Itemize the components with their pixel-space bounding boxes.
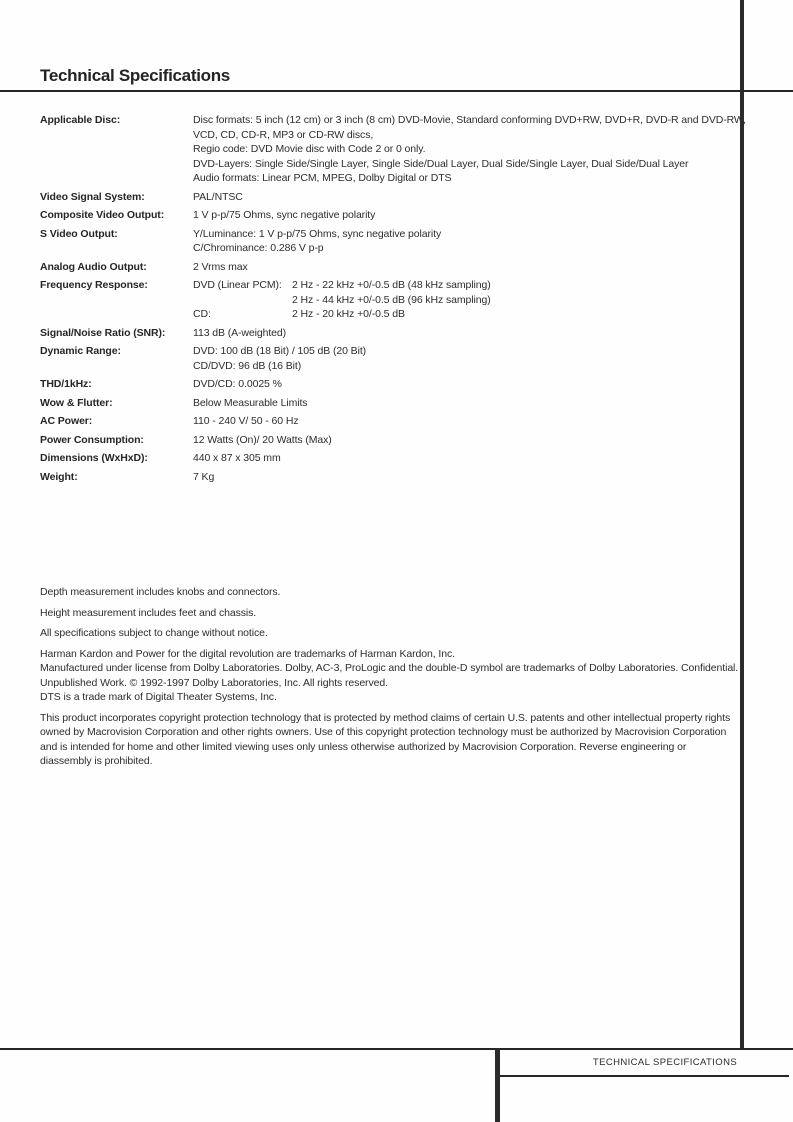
spec-line: CD/DVD: 96 dB (16 Bit) (193, 359, 302, 372)
spec-label: Wow & Flutter: (40, 396, 113, 409)
spec-row-power-consumption (40, 433, 740, 448)
spec-line: 12 Watts (On)/ 20 Watts (Max) (193, 433, 332, 446)
note-line: All specifications subject to change without notice. (40, 627, 268, 639)
spec-value (193, 208, 740, 223)
spec-row-frequency-response (40, 278, 740, 322)
note-height (40, 606, 740, 621)
spec-line: 113 dB (A-weighted) (193, 326, 287, 339)
spec-line: C/Chrominance: 0.286 V p-p (193, 242, 324, 254)
spec-row-wow-flutter (40, 396, 740, 411)
frequency-value: 2 Hz - 44 kHz +0/-0.5 dB (96 kHz sampling) (292, 293, 491, 306)
spec-label: Weight: (40, 470, 78, 483)
footer-tab-label: TECHNICAL SPECIFICATIONS (592, 1057, 738, 1068)
spec-label: THD/1kHz: (40, 378, 92, 390)
spec-row-applicable-disc (40, 113, 746, 186)
spec-line: 7 Kg (193, 470, 215, 483)
frequency-value: 2 Hz - 22 kHz +0/-0.5 dB (48 kHz sampling) (292, 279, 491, 291)
spec-label: Signal/Noise Ratio (SNR): (40, 326, 166, 339)
spec-label: Composite Video Output: (40, 209, 165, 221)
spec-value (193, 326, 740, 341)
footer-left-bar (495, 1048, 500, 1122)
spec-line: Audio formats: Linear PCM, MPEG, Dolby Digital or DTS (193, 172, 452, 184)
note-line: Height measurement includes feet and chassis. (40, 606, 257, 619)
page-title: Technical Specifications (40, 66, 230, 85)
spec-label: Video Signal System: (40, 190, 145, 203)
spec-value (193, 377, 740, 392)
spec-line: 110 - 240 V/ 50 - 60 Hz (193, 415, 299, 427)
spec-line: 440 x 87 x 305 mm (193, 452, 281, 464)
spec-row-thd (40, 377, 740, 392)
note-line: Depth measurement includes knobs and connectors. (40, 586, 281, 598)
frequency-source (193, 293, 292, 308)
spec-value (193, 227, 740, 256)
note-depth (40, 585, 740, 600)
spec-value (193, 396, 740, 411)
notes-section (40, 585, 740, 775)
frequency-value: 2 Hz - 20 kHz +0/-0.5 dB (292, 308, 405, 320)
spec-value (193, 190, 740, 205)
note-macrovision (40, 711, 740, 769)
footer-tab (495, 1048, 789, 1077)
spec-label: Dynamic Range: (40, 345, 121, 357)
note-trademarks (40, 647, 740, 705)
frequency-source: DVD (Linear PCM): (193, 279, 282, 291)
spec-label: Analog Audio Output: (40, 260, 147, 273)
spec-value (193, 278, 740, 322)
spec-value (193, 344, 740, 373)
title-divider-rule (0, 90, 793, 92)
frequency-line (193, 307, 740, 322)
specs-table (40, 113, 746, 488)
spec-row-ac-power (40, 414, 740, 429)
spec-line: 1 V p-p/75 Ohms, sync negative polarity (193, 209, 376, 221)
note-line: This product incorporates copyright protection technology that is protected by method claims of certain U.S. patents and other intellectual property rights owned by Macrovision Corporation and other rights owners. Use of this copyright protection technology must be authorized by Macrovision Corporation and is intended for home and other limited viewing uses only unless otherwise authorized by Macrovision Corporation. Reverse engineering or diassembly is prohibited. (40, 711, 731, 767)
spec-value (193, 414, 740, 429)
frequency-line (193, 293, 740, 308)
spec-line: 2 Vrms max (193, 260, 248, 273)
spec-label: Power Consumption: (40, 433, 144, 446)
spec-value (193, 470, 740, 485)
note-line: Manufactured under license from Dolby Laboratories. Dolby, AC-3, ProLogic and the double-D symbol are trademarks of Dolby Laboratories. Confidential. Unpublished Work. © 1992-1997 Dolby Laboratories, Inc. All rights reserved. (40, 662, 739, 689)
spec-value (193, 113, 746, 186)
spec-row-snr (40, 326, 740, 341)
spec-row-composite-video-output (40, 208, 740, 223)
spec-line: VCD, CD, CD-R, MP3 or CD-RW discs, (193, 128, 374, 141)
note-specs-change (40, 626, 740, 641)
spec-row-weight (40, 470, 740, 485)
spec-line: Below Measurable Limits (193, 396, 308, 409)
frequency-line (193, 278, 740, 293)
spec-label: AC Power: (40, 415, 93, 427)
spec-row-video-signal-system (40, 190, 740, 205)
spec-label: Frequency Response: (40, 279, 148, 291)
spec-row-dimensions (40, 451, 740, 466)
spec-line: DVD: 100 dB (18 Bit) / 105 dB (20 Bit) (193, 345, 367, 357)
note-line: DTS is a trade mark of Digital Theater Systems, Inc. (40, 691, 277, 703)
spec-row-analog-audio-output (40, 260, 740, 275)
spec-line: Y/Luminance: 1 V p-p/75 Ohms, sync negative polarity (193, 227, 442, 240)
frequency-source: CD: (193, 308, 211, 320)
spec-label: Applicable Disc: (40, 114, 121, 126)
spec-value (193, 451, 740, 466)
spec-row-s-video-output (40, 227, 740, 256)
spec-line: Regio code: DVD Movie disc with Code 2 or 0 only. (193, 143, 426, 155)
spec-line: DVD-Layers: Single Side/Single Layer, Single Side/Dual Layer, Dual Side/Single Layer, Dual Side/Dual Layer (193, 157, 689, 170)
spec-line: PAL/NTSC (193, 190, 243, 203)
spec-row-dynamic-range (40, 344, 740, 373)
note-line: Harman Kardon and Power for the digital revolution are trademarks of Harman Kardon, Inc. (40, 647, 455, 660)
spec-value (193, 433, 740, 448)
spec-label: S Video Output: (40, 227, 118, 240)
spec-value (193, 260, 740, 275)
spec-line: Disc formats: 5 inch (12 cm) or 3 inch (8 cm) DVD-Movie, Standard conforming DVD+RW, DVD+R, DVD-R and DVD-RW, (193, 114, 746, 126)
spec-label: Dimensions (WxHxD): (40, 452, 148, 464)
spec-line: DVD/CD: 0.0025 % (193, 378, 282, 390)
